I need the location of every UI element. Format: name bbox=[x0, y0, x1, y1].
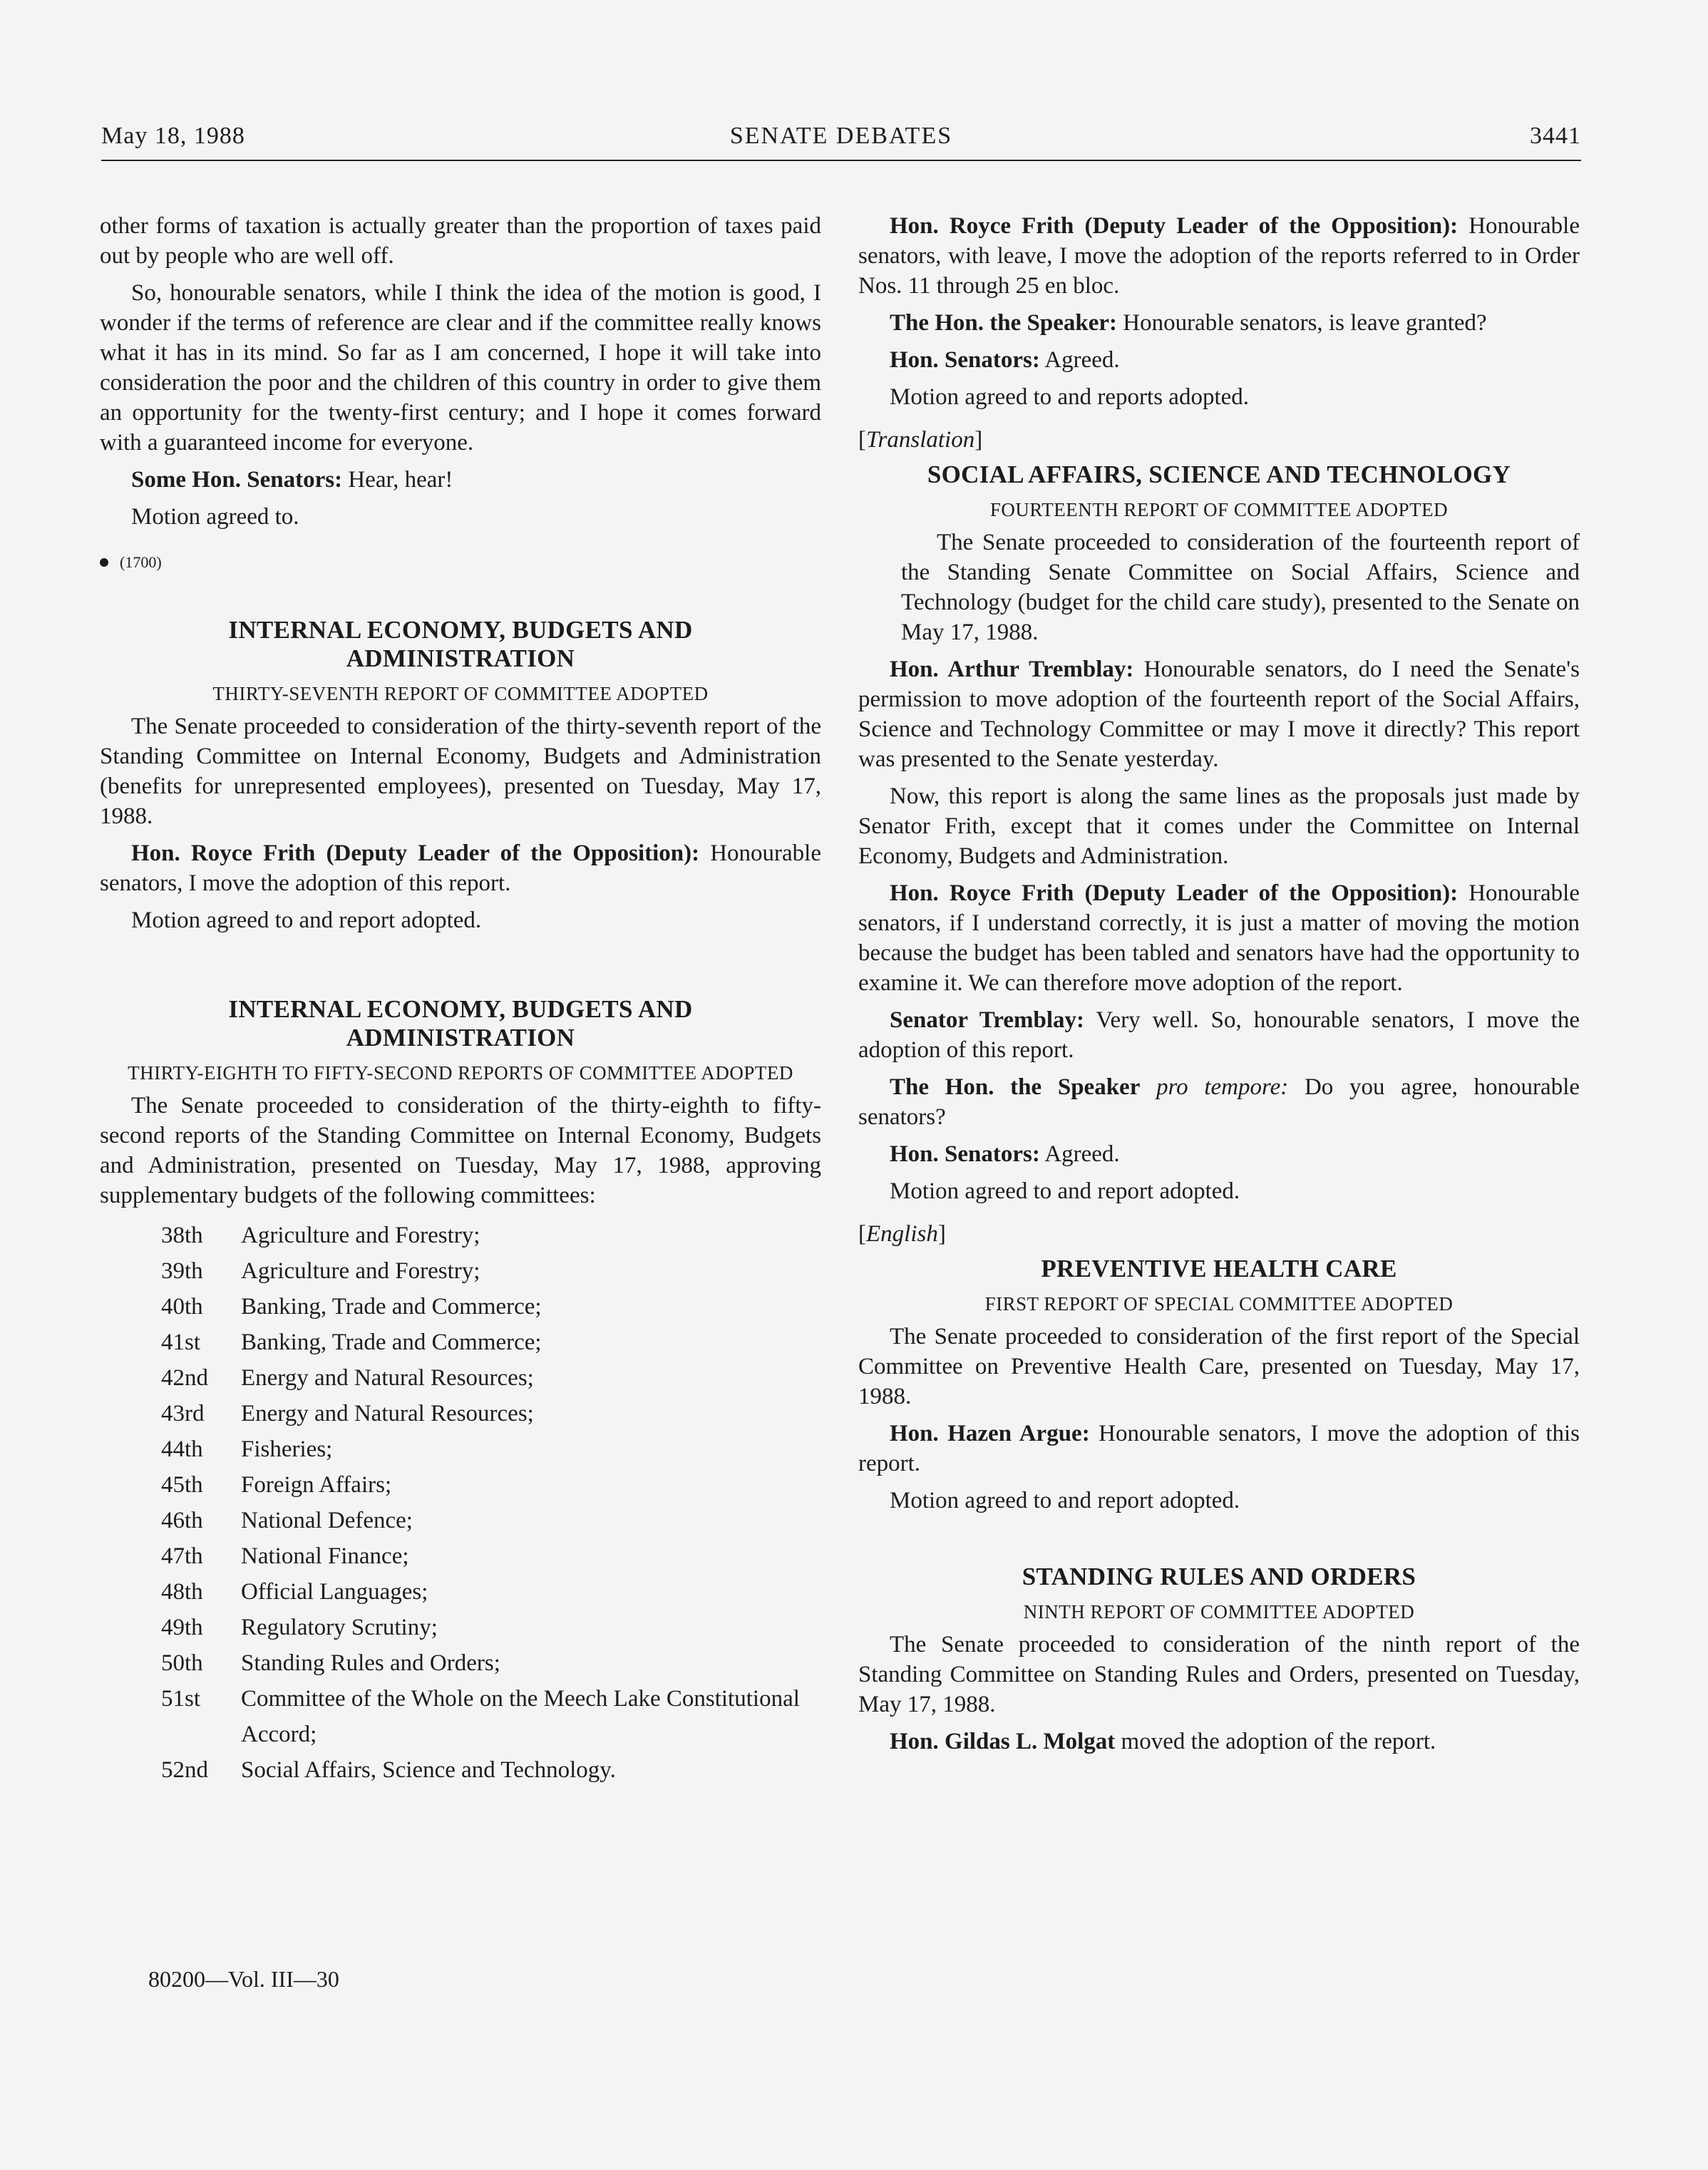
committee-list-item bbox=[161, 1503, 821, 1538]
header-date: May 18, 1988 bbox=[101, 123, 245, 149]
committee-list-item bbox=[161, 1396, 821, 1431]
speech-text: Agreed. bbox=[1039, 347, 1120, 373]
committee-name: Standing Rules and Orders; bbox=[241, 1650, 500, 1676]
speech-text: Honourable senators, with leave, I move the adoption of the reports referred to in Order Nos. 11 through 25 en bloc. bbox=[858, 213, 1580, 299]
speaker-name: Hon. Royce Frith (Deputy Leader of the Opposition): bbox=[131, 840, 700, 866]
speaker-name: Hon. Royce Frith (Deputy Leader of the Opposition): bbox=[890, 880, 1459, 906]
committee-list-item bbox=[161, 1360, 821, 1396]
section-heading-line: INTERNAL ECONOMY, BUDGETS AND bbox=[228, 616, 693, 644]
paragraph: Motion agreed to. bbox=[131, 504, 299, 530]
committee-name: Foreign Affairs; bbox=[241, 1472, 392, 1498]
paragraph bbox=[858, 308, 1580, 338]
committee-list-item bbox=[161, 1645, 821, 1681]
speech-text: Do you agree, honourable senators? bbox=[858, 1074, 1580, 1130]
committee-report-number: 39th bbox=[161, 1258, 203, 1284]
committee-list-item bbox=[161, 1467, 821, 1503]
committee-report-number: 46th bbox=[161, 1508, 203, 1533]
right-column bbox=[858, 211, 1580, 1764]
header-page-number: 3441 bbox=[1530, 123, 1581, 149]
speech-text: Hear, hear! bbox=[342, 467, 453, 493]
speech-text: Honourable senators, I move the adoption of this report. bbox=[100, 840, 821, 896]
speaker-name: Hon. Arthur Tremblay: bbox=[890, 657, 1134, 682]
committee-list-item bbox=[161, 1289, 821, 1325]
committee-list bbox=[161, 1218, 821, 1788]
section-heading bbox=[100, 995, 821, 1052]
paragraph: Motion agreed to and reports adopted. bbox=[890, 384, 1250, 410]
committee-list-item bbox=[161, 1610, 821, 1645]
paragraph: The Senate proceeded to consideration of the fourteenth report of the Standing Senate Committee on Social Affairs, Science and Technology (budget for the child care study), presented to the Senate on May 17, 1988. bbox=[901, 530, 1580, 645]
section-subheading: THIRTY-EIGHTH TO FIFTY-SECOND REPORTS OF COMMITTEE ADOPTED bbox=[128, 1062, 793, 1084]
section-subheading: FIRST REPORT OF SPECIAL COMMITTEE ADOPTED bbox=[984, 1293, 1454, 1315]
section-subheading: NINTH REPORT OF COMMITTEE ADOPTED bbox=[1023, 1601, 1415, 1623]
paragraph: The Senate proceeded to consideration of the thirty-seventh report of the Standing Committee on Internal Economy, Budgets and Administration (benefits for unrepresented employees), presented on Tuesday, May 17, 1988. bbox=[100, 714, 821, 829]
speaker-name: Hon. Senators: bbox=[890, 1141, 1040, 1167]
committee-report-number: 44th bbox=[161, 1436, 203, 1462]
speaker-qualifier: pro tempore: bbox=[1156, 1074, 1289, 1100]
section-heading: STANDING RULES AND ORDERS bbox=[1022, 1563, 1416, 1590]
language-tag: [Translation] bbox=[858, 427, 983, 453]
committee-name: Energy and Natural Resources; bbox=[241, 1365, 534, 1391]
section-subheading: THIRTY-SEVENTH REPORT OF COMMITTEE ADOPTED bbox=[212, 683, 709, 704]
speech-text: Honourable senators, I move the adoption of this report. bbox=[858, 1421, 1580, 1476]
committee-report-number: 41st bbox=[161, 1330, 201, 1355]
committee-report-number: 43rd bbox=[161, 1401, 205, 1426]
language-tag-text: English bbox=[866, 1221, 938, 1247]
committee-name: Fisheries; bbox=[241, 1436, 333, 1462]
paragraph bbox=[858, 211, 1580, 301]
section-heading: PREVENTIVE HEALTH CARE bbox=[1041, 1255, 1397, 1282]
paragraph: So, honourable senators, while I think the idea of the motion is good, I wonder if the terms of reference are clear and if the committee really knows what it has in its mind. So far as I am concerned, I hope it will take into consideration the poor and the children of this country in order to give them an opportunity for the twenty-first century; and I hope it comes forward with a guaranteed income for everyone. bbox=[100, 280, 821, 456]
paragraph bbox=[100, 465, 821, 495]
section-heading-line: INTERNAL ECONOMY, BUDGETS AND bbox=[228, 995, 693, 1023]
header-title: SENATE DEBATES bbox=[729, 123, 953, 149]
paragraph bbox=[858, 345, 1580, 375]
committee-list-item bbox=[161, 1681, 821, 1752]
paragraph: Now, this report is along the same lines as the proposals just made by Senator Frith, except that it comes under the Committee on Internal Economy, Budgets and Administration. bbox=[858, 783, 1580, 869]
paragraph bbox=[100, 838, 821, 898]
speech-text: Agreed. bbox=[1039, 1141, 1120, 1167]
section-subheading: FOURTEENTH REPORT OF COMMITTEE ADOPTED bbox=[989, 499, 1449, 520]
speaker-name: Senator Tremblay: bbox=[890, 1007, 1085, 1033]
committee-report-number: 51st bbox=[161, 1686, 201, 1712]
header-rule bbox=[101, 160, 1581, 161]
section-heading-line: ADMINISTRATION bbox=[346, 1024, 575, 1051]
paragraph bbox=[858, 1139, 1580, 1169]
language-tag-text: Translation bbox=[866, 427, 975, 453]
section-heading bbox=[100, 616, 821, 673]
paragraph: Motion agreed to and report adopted. bbox=[890, 1488, 1240, 1513]
speech-text: Honourable senators, if I understand correctly, it is just a matter of moving the motion because the budget has been tabled and senators have had the opportunity to examine it. We can therefore move adoption of the report. bbox=[858, 880, 1580, 996]
paragraph: The Senate proceeded to consideration of the thirty-eighth to fifty-second reports of the Standing Committee on Internal Economy, Budgets and Administration, presented on Tuesday, May 17, 1988, approving supplementary budgets of the following committees: bbox=[100, 1093, 821, 1208]
language-tag: [English] bbox=[858, 1221, 946, 1247]
time-marker-text: (1700) bbox=[120, 553, 162, 571]
paragraph bbox=[858, 1727, 1580, 1757]
paragraph: Motion agreed to and report adopted. bbox=[890, 1178, 1240, 1204]
speaker-name: Hon. Hazen Argue: bbox=[890, 1421, 1090, 1446]
committee-name: Agriculture and Forestry; bbox=[241, 1223, 480, 1248]
committee-name: Regulatory Scrutiny; bbox=[241, 1615, 438, 1640]
committee-name: Agriculture and Forestry; bbox=[241, 1258, 480, 1284]
committee-list-item bbox=[161, 1574, 821, 1610]
committee-name: Banking, Trade and Commerce; bbox=[241, 1294, 542, 1320]
speaker-name: Hon. Gildas L. Molgat bbox=[890, 1729, 1116, 1754]
committee-report-number: 40th bbox=[161, 1294, 203, 1320]
committee-name: Energy and Natural Resources; bbox=[241, 1401, 534, 1426]
committee-name: National Defence; bbox=[241, 1508, 413, 1533]
speaker-name: The Hon. the Speaker bbox=[890, 1074, 1141, 1100]
section-heading-line: ADMINISTRATION bbox=[346, 644, 575, 672]
speech-text: Very well. So, honourable senators, I move the adoption of this report. bbox=[858, 1007, 1580, 1063]
paragraph: The Senate proceeded to consideration of the first report of the Special Committee on Preventive Health Care, presented on Tuesday, May 17, 1988. bbox=[858, 1324, 1580, 1409]
page-footer: 80200—Vol. III—30 bbox=[148, 1966, 339, 1992]
paragraph bbox=[858, 654, 1580, 774]
page-header bbox=[101, 123, 1581, 158]
committee-name: National Finance; bbox=[241, 1543, 409, 1569]
paragraph: other forms of taxation is actually greater than the proportion of taxes paid out by people who are well off. bbox=[100, 213, 821, 269]
committee-name: Social Affairs, Science and Technology. bbox=[241, 1757, 616, 1783]
paragraph: Motion agreed to and report adopted. bbox=[131, 907, 482, 933]
committee-list-item bbox=[161, 1752, 821, 1788]
committee-report-number: 38th bbox=[161, 1223, 203, 1248]
speech-text: Honourable senators, is leave granted? bbox=[1117, 310, 1487, 336]
committee-name: Banking, Trade and Commerce; bbox=[241, 1330, 542, 1355]
committee-list-item bbox=[161, 1431, 821, 1467]
committee-report-number: 45th bbox=[161, 1472, 203, 1498]
speaker-name: The Hon. the Speaker: bbox=[890, 310, 1118, 336]
committee-name: Official Languages; bbox=[241, 1579, 428, 1605]
committee-list-item bbox=[161, 1218, 821, 1253]
speech-text: moved the adoption of the report. bbox=[1115, 1729, 1436, 1754]
paragraph bbox=[858, 878, 1580, 998]
paragraph bbox=[858, 1419, 1580, 1479]
committee-report-number: 48th bbox=[161, 1579, 203, 1605]
committee-list-item bbox=[161, 1325, 821, 1360]
speaker-name: Some Hon. Senators: bbox=[131, 467, 343, 493]
section-heading: SOCIAL AFFAIRS, SCIENCE AND TECHNOLOGY bbox=[927, 461, 1511, 488]
committee-report-number: 42nd bbox=[161, 1365, 208, 1391]
paragraph bbox=[858, 1072, 1580, 1132]
committee-list-item bbox=[161, 1538, 821, 1574]
committee-report-number: 49th bbox=[161, 1615, 203, 1640]
time-marker bbox=[100, 552, 821, 573]
speaker-name: Hon. Royce Frith (Deputy Leader of the Opposition): bbox=[890, 213, 1459, 239]
committee-report-number: 50th bbox=[161, 1650, 203, 1676]
paragraph bbox=[858, 1005, 1580, 1065]
bullet-icon bbox=[100, 558, 108, 567]
speaker-name: Hon. Senators: bbox=[890, 347, 1040, 373]
paragraph: The Senate proceeded to consideration of the ninth report of the Standing Committee on Standing Rules and Orders, presented on Tuesday, May 17, 1988. bbox=[858, 1632, 1580, 1717]
speech-text: Honourable senators, do I need the Senate's permission to move adoption of the fourteenth report of the Social Affairs, Science and Technology Committee or may I move it directly? This report was presented to the Senate yesterday. bbox=[858, 657, 1580, 772]
committee-report-number: 47th bbox=[161, 1543, 203, 1569]
committee-report-number: 52nd bbox=[161, 1757, 208, 1783]
left-column bbox=[100, 211, 821, 1788]
committee-list-item bbox=[161, 1253, 821, 1289]
committee-name: Committee of the Whole on the Meech Lake Constitutional Accord; bbox=[241, 1686, 800, 1747]
